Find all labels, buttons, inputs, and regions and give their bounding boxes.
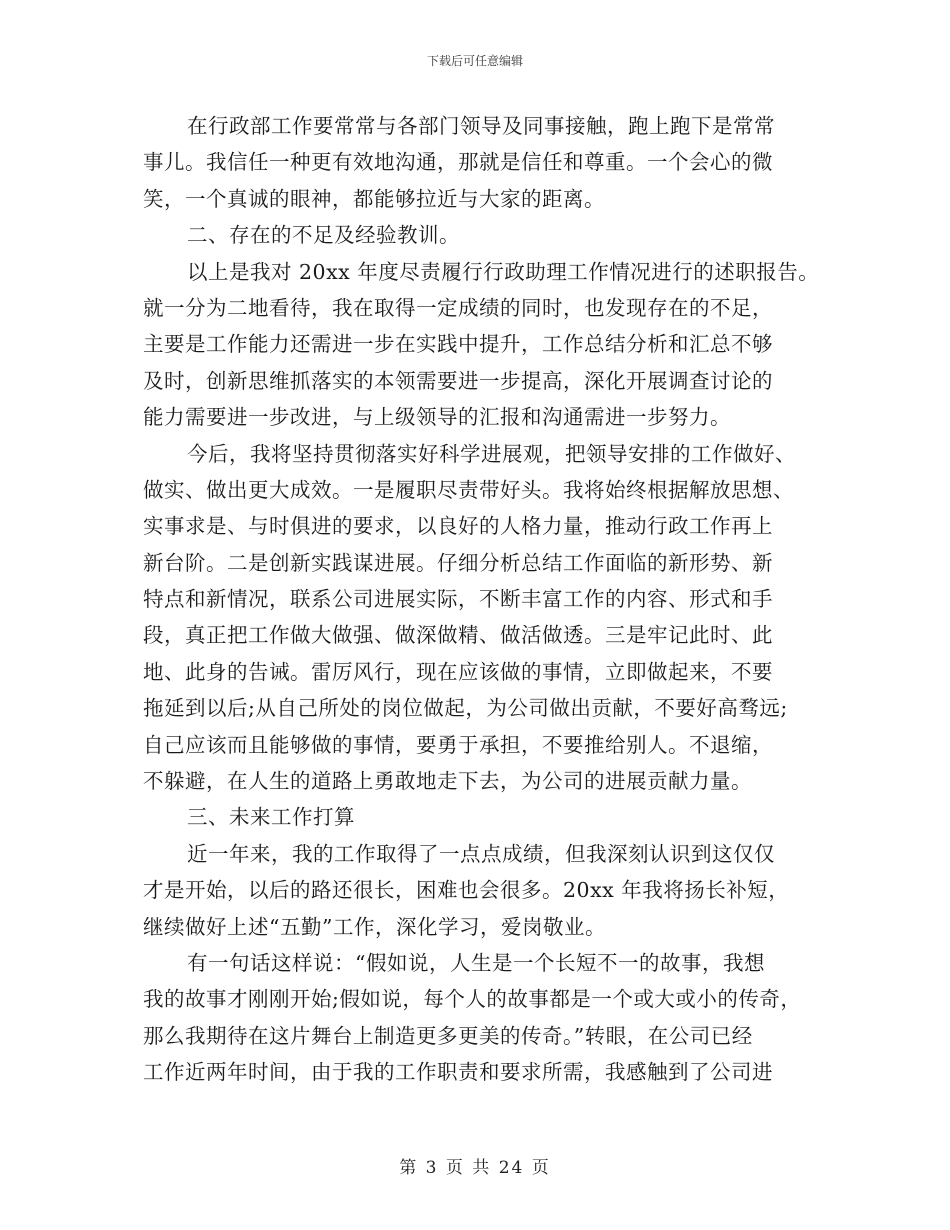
text-line: 今后，我将坚持贯彻落实好科学进展观，把领导安排的工作做好、 xyxy=(187,441,796,466)
text-line: 做实、做出更大成效。一是履职尽责带好头。我将始终根据解放思想、 xyxy=(143,477,794,502)
text-line: 事儿。我信任一种更有效地沟通，那就是信任和尊重。一个会心的微 xyxy=(143,150,773,175)
text-line: 那么我期待在这片舞台上制造更多更美的传奇。”转眼，在公司已经 xyxy=(143,1023,753,1048)
text-line: 近一年来，我的工作取得了一点点成绩，但我深刻认识到这仅仅 xyxy=(187,841,775,866)
text-line: 新台阶。二是创新实践谋进展。仔细分析总结工作面临的新形势、新 xyxy=(143,550,773,575)
text-line: 三、未来工作打算 xyxy=(187,805,355,830)
text-line: 以上是我对 20xx 年度尽责履行行政助理工作情况进行的述职报告。 xyxy=(187,259,820,284)
page-number: 第 3 页 共 24 页 xyxy=(399,1158,551,1178)
text-line: 笑，一个真诚的眼神，都能够拉近与大家的距离。 xyxy=(143,186,605,211)
text-line: 有一句话这样说：“假如说，人生是一个长短不一的故事，我想 xyxy=(187,950,765,975)
text-line: 拖延到以后;从自己所处的岗位做起，为公司做出贡献，不要好高骛远; xyxy=(143,696,788,721)
text-line: 及时，创新思维抓落实的本领需要进一步提高，深化开展调查讨论的 xyxy=(143,368,773,393)
text-line: 才是开始，以后的路还很长，困难也会很多。20xx 年我将扬长补短， xyxy=(143,878,790,903)
document-body xyxy=(143,108,823,1091)
text-line: 二、存在的不足及经验教训。 xyxy=(187,223,460,248)
text-line: 实事求是、与时俱进的要求，以良好的人格力量，推动行政工作再上 xyxy=(143,514,773,539)
text-line: 继续做好上述“五勤”工作，深化学习，爱岗敬业。 xyxy=(143,914,606,939)
text-line: 主要是工作能力还需进一步在实践中提升，工作总结分析和汇总不够 xyxy=(143,332,773,357)
text-line: 不躲避，在人生的道路上勇敢地走下去，为公司的进展贡献力量。 xyxy=(143,769,752,794)
text-line: 在行政部工作要常常与各部门领导及同事接触，跑上跑下是常常 xyxy=(187,114,775,138)
text-line: 地、此身的告诫。雷厉风行，现在应该做的事情，立即做起来，不要 xyxy=(143,659,773,684)
text-line: 段，真正把工作做大做强、做深做精、做活做透。三是牢记此时、此 xyxy=(143,623,773,648)
page-header: 下载后可任意编辑 xyxy=(426,54,523,68)
text-line: 能力需要进一步改进，与上级领导的汇报和沟通需进一步努力。 xyxy=(143,405,731,430)
text-line: 自己应该而且能够做的事情，要勇于承担，不要推给别人。不退缩， xyxy=(143,732,773,757)
text-line: 就一分为二地看待，我在取得一定成绩的同时，也发现存在的不足， xyxy=(143,295,773,320)
text-line: 工作近两年时间，由于我的工作职责和要求所需，我感触到了公司进 xyxy=(143,1060,773,1085)
text-line: 特点和新情况，联系公司进展实际，不断丰富工作的内容、形式和手 xyxy=(143,587,773,612)
text-line: 我的故事才刚刚开始;假如说，每个人的故事都是一个或大或小的传奇， xyxy=(143,987,802,1012)
